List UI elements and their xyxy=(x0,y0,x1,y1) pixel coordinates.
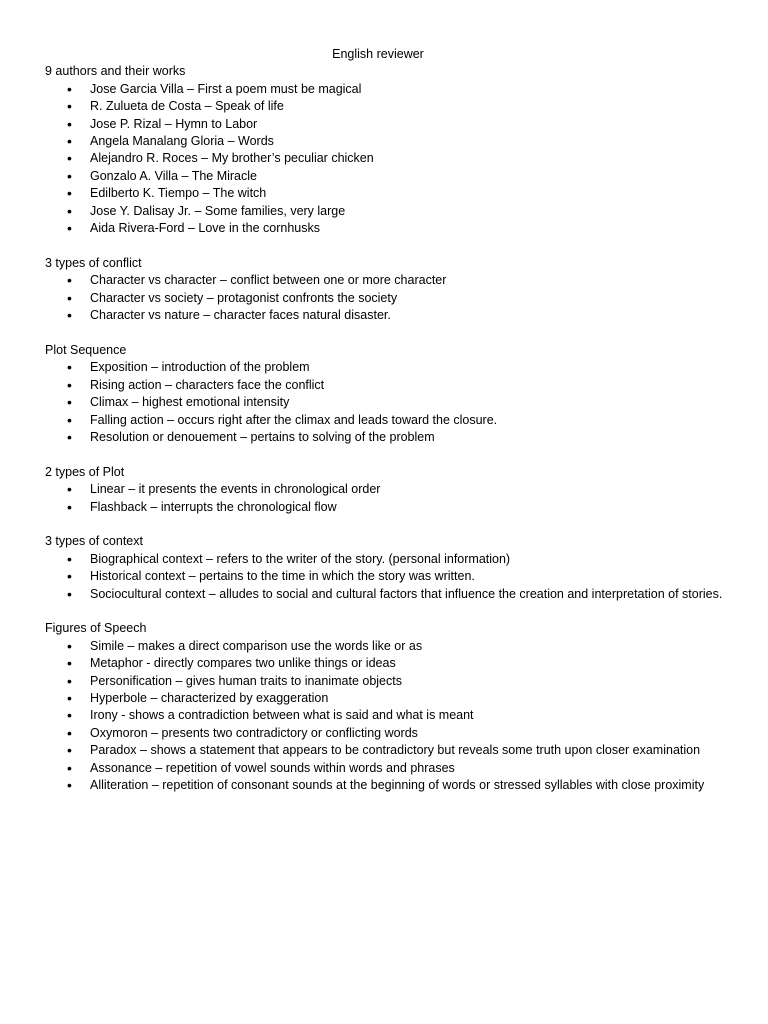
list-item: • Character vs society – protagonist confronts the society xyxy=(45,290,725,307)
list-item: • Alejandro R. Roces – My brother’s peculiar chicken xyxy=(45,150,725,167)
list-item: • Simile – makes a direct comparison use the words like or as xyxy=(45,638,725,655)
list-item: • Edilberto K. Tiempo – The witch xyxy=(45,185,725,202)
list-item: • Alliteration – repetition of consonant sounds at the beginning of words or stressed syllables with close proximity xyxy=(45,777,725,794)
list-item: • Rising action – characters face the conflict xyxy=(45,377,725,394)
bullet-list xyxy=(45,551,725,603)
list-item: • Sociocultural context – alludes to social and cultural factors that influence the creation and interpretation of stories. xyxy=(45,586,725,603)
list-item: • Paradox – shows a statement that appears to be contradictory but reveals some truth upon closer examination xyxy=(45,742,725,759)
list-item: • Biographical context – refers to the writer of the story. (personal information) xyxy=(45,551,725,568)
list-item: • Angela Manalang Gloria – Words xyxy=(45,133,725,150)
section xyxy=(45,533,725,603)
section xyxy=(45,342,725,446)
list-item: • Linear – it presents the events in chronological order xyxy=(45,481,725,498)
list-item: • Personification – gives human traits to inanimate objects xyxy=(45,673,725,690)
section xyxy=(45,63,725,237)
list-item: • Metaphor - directly compares two unlike things or ideas xyxy=(45,655,725,672)
section-heading: Plot Sequence xyxy=(45,342,127,357)
bullet-list xyxy=(45,638,725,795)
list-item: • Irony - shows a contradiction between what is said and what is meant xyxy=(45,707,725,724)
section-heading: 9 authors and their works xyxy=(45,64,186,79)
bullet-list xyxy=(45,359,725,446)
list-item: • Falling action – occurs right after the climax and leads toward the closure. xyxy=(45,412,725,429)
section xyxy=(45,464,725,516)
list-item: • Character vs character – conflict between one or more character xyxy=(45,272,725,289)
document-title: English reviewer xyxy=(332,47,424,61)
list-item: • Hyperbole – characterized by exaggeration xyxy=(45,690,725,707)
document-body xyxy=(45,63,725,794)
list-item: • Climax – highest emotional intensity xyxy=(45,394,725,411)
list-item: • R. Zulueta de Costa – Speak of life xyxy=(45,98,725,115)
section-heading: 3 types of context xyxy=(45,534,143,549)
section xyxy=(45,620,725,794)
section-heading: 2 types of Plot xyxy=(45,464,125,479)
section xyxy=(45,255,725,325)
bullet-list xyxy=(45,81,725,238)
list-item: • Flashback – interrupts the chronological flow xyxy=(45,499,725,516)
list-item: • Assonance – repetition of vowel sounds within words and phrases xyxy=(45,760,725,777)
list-item: • Jose Y. Dalisay Jr. – Some families, very large xyxy=(45,203,725,220)
list-item: • Historical context – pertains to the time in which the story was written. xyxy=(45,568,725,585)
list-item: • Aida Rivera-Ford – Love in the cornhusks xyxy=(45,220,725,237)
list-item: • Resolution or denouement – pertains to solving of the problem xyxy=(45,429,725,446)
bullet-list xyxy=(45,481,725,516)
list-item: • Oxymoron – presents two contradictory or conflicting words xyxy=(45,725,725,742)
list-item: • Character vs nature – character faces natural disaster. xyxy=(45,307,725,324)
document-page xyxy=(45,46,725,812)
list-item: • Jose P. Rizal – Hymn to Labor xyxy=(45,116,725,133)
list-item: • Exposition – introduction of the problem xyxy=(45,359,725,376)
list-item: • Gonzalo A. Villa – The Miracle xyxy=(45,168,725,185)
bullet-list xyxy=(45,272,725,324)
list-item: • Jose Garcia Villa – First a poem must be magical xyxy=(45,81,725,98)
section-heading: Figures of Speech xyxy=(45,621,147,636)
section-heading: 3 types of conflict xyxy=(45,255,142,270)
